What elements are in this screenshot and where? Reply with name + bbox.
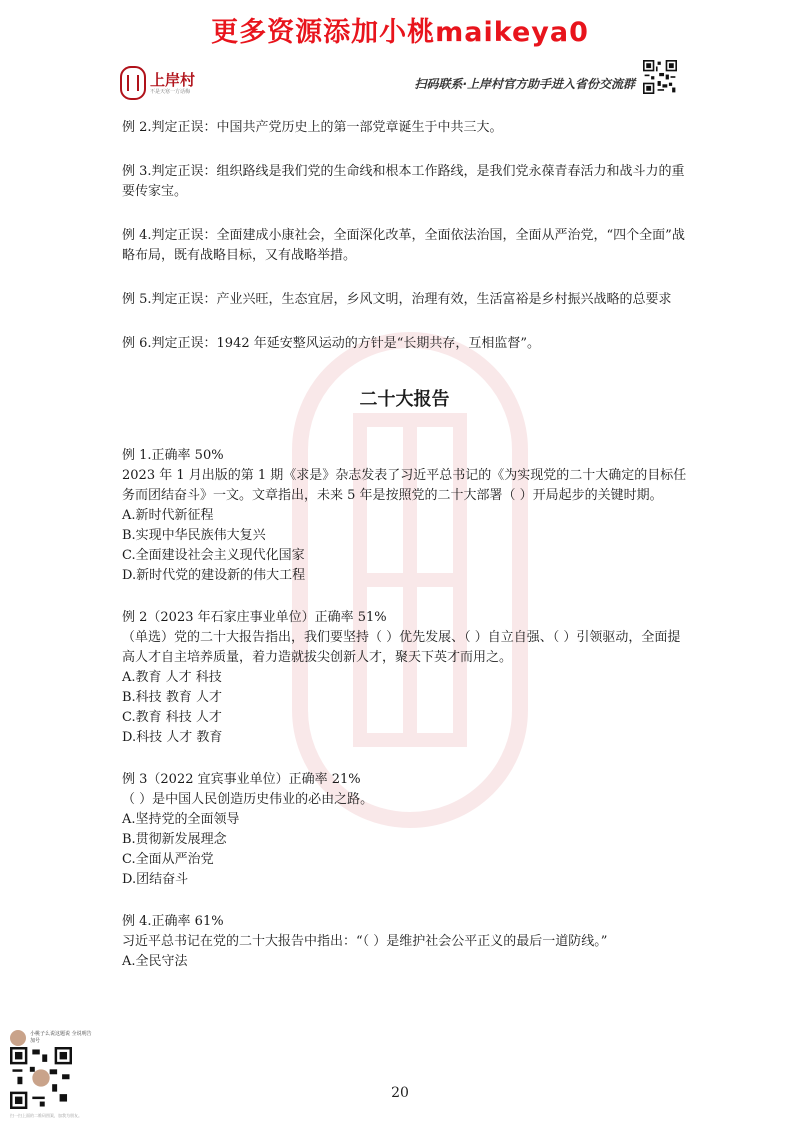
question-1 xyxy=(122,446,687,586)
question-stem: 习近平总书记在党的二十大报告中指出：“（ ）是维护社会公平正义的最后一道防线。” xyxy=(122,934,608,949)
option-a: A.新时代新征程 xyxy=(122,508,214,523)
option-c: C.全面建设社会主义现代化国家 xyxy=(122,548,305,563)
option-d: D.科技 人才 教育 xyxy=(122,730,223,745)
brand-logo xyxy=(120,66,195,100)
option-a: A.全民守法 xyxy=(122,954,188,969)
option-a: A.坚持党的全面领导 xyxy=(122,812,240,827)
option-a: A.教育 人才 科技 xyxy=(122,670,222,685)
question-head: 例 3（2022 宜宾事业单位）正确率 21% xyxy=(122,772,361,787)
qr-code-icon xyxy=(643,60,677,94)
footer-author xyxy=(10,1030,92,1046)
question-head: 例 1.正确率 50% xyxy=(122,448,224,463)
question-3 xyxy=(122,770,687,890)
question-4 xyxy=(122,912,687,972)
page-number: 20 xyxy=(391,1085,409,1101)
section-title: 二十大报告 xyxy=(359,389,450,410)
option-c: C.教育 科技 人才 xyxy=(122,710,222,725)
avatar xyxy=(10,1030,26,1046)
example-4-statement: 例 4.判定正误：全面建成小康社会，全面深化改革，全面依法治国，全面从严治党，“四个全面”战略布局，既有战略目标，又有战略举措。 xyxy=(122,228,685,263)
option-b: B.科技 教育 人才 xyxy=(122,690,222,705)
option-d: D.新时代党的建设新的伟大工程 xyxy=(122,568,306,583)
author-name: 小桃子么说这题说 全说明告 xyxy=(30,1031,92,1037)
logo-seal-icon xyxy=(120,66,146,100)
question-stem: 2023 年 1 月出版的第 1 期《求是》杂志发表了习近平总书记的《为实现党的二十大确定的目标任务而团结奋斗》一文。文章指出，未来 5 年是按照党的二十大部署（ ）开局起步的关键时期。 xyxy=(122,468,687,503)
question-2 xyxy=(122,608,687,748)
example-2-statement: 例 2.判定正误：中国共产党历史上的第一部党章诞生于中共三大。 xyxy=(122,120,503,135)
question-head: 例 4.正确率 61% xyxy=(122,914,224,929)
question-head: 例 2（2023 年石家庄事业单位）正确率 51% xyxy=(122,610,387,625)
option-d: D.团结奋斗 xyxy=(122,872,189,887)
page-content xyxy=(122,118,687,972)
option-b: B.贯彻新发展理念 xyxy=(122,832,227,847)
footer-small-text: 扫一扫上面的二维码图案，加我为朋友。 xyxy=(10,1113,82,1118)
example-6-statement: 例 6.判定正误：1942 年延安整风运动的方针是“长期共存，互相监督”。 xyxy=(122,336,541,351)
example-3-statement: 例 3.判定正误：组织路线是我们党的生命线和根本工作路线，是我们党永葆青春活力和战斗力的重要传家宝。 xyxy=(122,164,685,199)
option-b: B.实现中华民族伟大复兴 xyxy=(122,528,266,543)
example-5-statement: 例 5.判定正误：产业兴旺，生态宜居，乡风文明，治理有效，生活富裕是乡村振兴战略的总要求 xyxy=(122,292,672,307)
author-sub: 加号 xyxy=(30,1038,41,1044)
header-note: 扫码联系·上岸村官方助手进入省份交流群 xyxy=(414,77,635,91)
logo-text: 上岸村 xyxy=(150,70,196,89)
question-stem: （单选）党的二十大报告指出，我们要坚持（ ）优先发展、（ ）自立自强、（ ）引领驱动，全面提高人才自主培养质量，着力造就拔尖创新人才，聚天下英才而用之。 xyxy=(122,630,681,665)
promo-banner: 更多资源添加小桃maikeya0 xyxy=(211,17,589,48)
option-c: C.全面从严治党 xyxy=(122,852,214,867)
question-stem: （ ）是中国人民创造历史伟业的必由之路。 xyxy=(122,792,374,807)
logo-tagline: 不是天寒一方话梅 xyxy=(150,88,191,95)
